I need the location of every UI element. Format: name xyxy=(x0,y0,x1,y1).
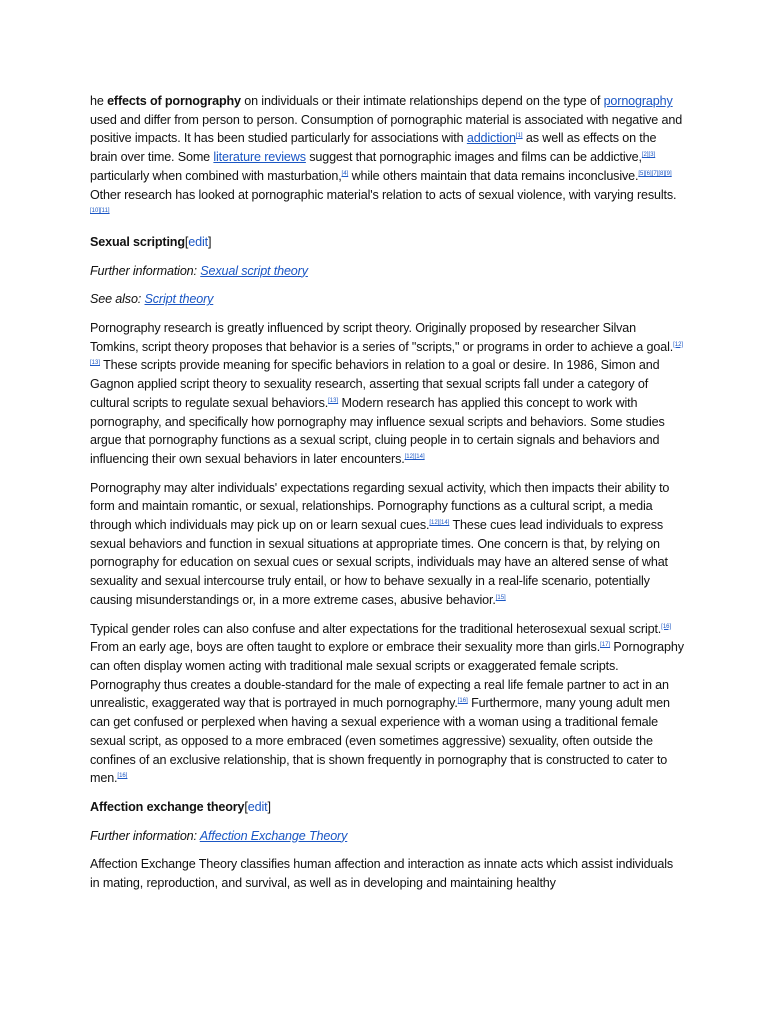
link-script-theory[interactable]: Script theory xyxy=(144,292,214,307)
intro-text: used and differ from person to person. Consumption of pornographic material is associated with negative and positive impacts. It has been studied particularly for associations with xyxy=(90,112,683,146)
paragraph xyxy=(90,620,684,788)
paragraph-text: Typical gender roles can also confuse and alter expectations for the traditional heterosexual sexual script. xyxy=(90,621,662,636)
intro-text: he xyxy=(90,94,108,108)
section-heading-sexual-scripting xyxy=(90,233,684,252)
link-affection-exchange-theory[interactable]: Affection Exchange Theory xyxy=(199,828,348,843)
edit-bracket: [ xyxy=(184,234,189,249)
citation-link[interactable]: [15] xyxy=(495,594,506,601)
edit-bracket: [ xyxy=(244,799,248,814)
paragraph xyxy=(90,479,684,610)
link-sexual-script-theory[interactable]: Sexual script theory xyxy=(200,263,308,278)
intro-text: as well as effects on the brain over time. Some xyxy=(90,131,657,165)
intro-text: suggest that pornographic images and films can be addictive, xyxy=(305,150,642,165)
citation-link[interactable]: [16] xyxy=(457,698,468,705)
paragraph xyxy=(90,319,684,469)
citation-link[interactable]: [13] xyxy=(328,397,339,404)
paragraph-text: Furthermore, many young adult men can get confused or perplexed when having a sexual experience with a woman using a traditional female sexual script, as opposed to a more embraced (even sometimes aggressive) sexuality, often outside the confines of an exclusive relationship, that is shown frequently in pornography that is constructed to cater to men. xyxy=(90,696,670,786)
section-title: Affection exchange theory xyxy=(90,799,245,814)
edit-bracket: ] xyxy=(267,799,271,814)
citation-link[interactable]: [4] xyxy=(341,170,349,177)
link-addiction[interactable]: addiction xyxy=(466,131,516,146)
citation-link[interactable]: [17] xyxy=(600,642,611,649)
citation-link[interactable]: [2][3] xyxy=(641,152,656,159)
paragraph-text: Modern research has applied this concept to work with pornography, and specifically how pornography may influence sexual scripts and behaviors. Some studies argue that pornography functions as a sexual script, cluing people in to certain signals and behaviors and influencing their own sexual behaviors in later encounters. xyxy=(90,395,665,466)
paragraph xyxy=(90,855,684,892)
intro-text: particularly when combined with masturbation, xyxy=(90,168,342,183)
further-information-note xyxy=(90,262,684,281)
citation-link[interactable]: [16] xyxy=(661,623,672,630)
citation-link[interactable]: [1] xyxy=(515,133,523,140)
intro-text: Other research has looked at pornographic material's relation to acts of sexual violence, with varying results. xyxy=(90,187,677,202)
intro-text: on individuals or their intimate relationships depend on the type of xyxy=(240,94,604,108)
link-pornography[interactable]: pornography xyxy=(603,94,673,108)
citation-link[interactable]: [10][11] xyxy=(90,208,110,215)
paragraph-text: From an early age, boys are often taught to explore or embrace their sexuality more than girls. xyxy=(90,640,601,655)
citation-link[interactable]: [16] xyxy=(117,773,128,780)
article-body xyxy=(90,92,684,893)
intro-paragraph xyxy=(90,92,684,223)
paragraph-text: Pornography can often display women acting with traditional male sexual scripts or exaggerated female scripts. Pornography thus creates a double-standard for the male of expecting a real life female partner to act in an unrealistic, exaggerated way that is portrayed in much pornography. xyxy=(90,640,684,711)
note-label: See also: xyxy=(90,292,145,307)
link-literature-reviews[interactable]: literature reviews xyxy=(213,150,306,165)
article-subject: effects of pornography xyxy=(107,94,241,108)
paragraph-text: Affection Exchange Theory classifies human affection and interaction as innate acts which assist individuals in mating, reproduction, and survival, as well as in developing and maintaining healthy xyxy=(90,857,674,891)
paragraph-text: These cues lead individuals to express sexual behaviors and function in sexual situations at appropriate times. One concern is that, by relying on pornography for education on sexual cues or sexual scripts, individuals may have an altered sense of what sexuality and sexual intercourse truly entail, or how to behave sexually in a real-life scenario, potentially causing misunderstandings or, in a more extreme cases, abusive behavior. xyxy=(90,518,668,607)
further-information-note xyxy=(90,827,684,846)
edit-bracket: ] xyxy=(207,234,212,249)
note-label: Further information: xyxy=(90,828,200,843)
citation-link[interactable]: [12][13] xyxy=(90,341,684,367)
section-title: Sexual scripting xyxy=(90,234,185,249)
citation-link[interactable]: [5][6][7][8][9] xyxy=(638,170,672,177)
paragraph-text: These scripts provide meaning for specific behaviors in relation to a goal or desire. In 1986, Simon and Gagnon applied script theory to sexuality research, asserting that sexual scripts fall under a category of cultural scripts to regulate sexual behaviors. xyxy=(90,358,660,410)
edit-link[interactable]: edit xyxy=(188,234,208,249)
citation-link[interactable]: [12][14] xyxy=(404,453,425,460)
citation-link[interactable]: [12][14] xyxy=(429,520,450,527)
paragraph-text: Pornography research is greatly influenced by script theory. Originally proposed by researcher Silvan Tomkins, script theory proposes that behavior is a series of "scripts," or programs in order to achieve a goal. xyxy=(90,321,674,354)
paragraph-text: Pornography may alter individuals' expectations regarding sexual activity, which then impacts their ability to form and maintain romantic, or sexual, relationships. Pornography functions as a cultural script, a media through which individuals may pick up on or learn sexual cues. xyxy=(90,480,670,533)
see-also-note xyxy=(90,290,684,309)
section-heading-affection-exchange-theory xyxy=(90,798,684,817)
note-label: Further information: xyxy=(90,263,201,278)
intro-text: while others maintain that data remains inconclusive. xyxy=(348,168,639,183)
edit-link[interactable]: edit xyxy=(247,799,268,814)
